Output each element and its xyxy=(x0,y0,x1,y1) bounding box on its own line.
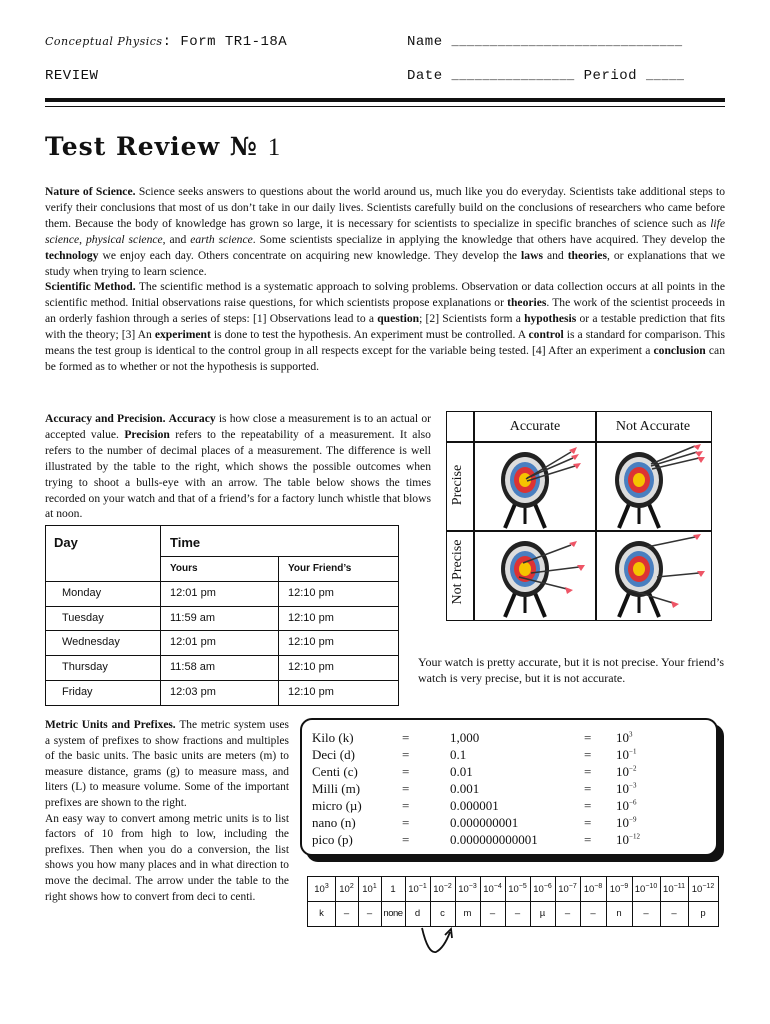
prefix-symbol-cell: p xyxy=(700,908,706,919)
yours-header: Yours xyxy=(170,563,198,574)
prefix-symbol-cell: d xyxy=(414,908,421,919)
name-label: Name xyxy=(407,34,443,50)
prefix-symbol-cell: n xyxy=(616,908,622,919)
power-cell xyxy=(381,884,405,895)
power-exponent: −1 xyxy=(418,882,427,890)
prefix-value: 0.001 xyxy=(450,781,480,796)
nature-text-4: and xyxy=(542,248,568,262)
method-text-4: or a testable prediction that fits with the theory; [3] An xyxy=(45,312,725,342)
power-base: 10 xyxy=(533,884,544,895)
prefix-symbol-cell: – xyxy=(489,908,496,919)
power-exponent: −2 xyxy=(443,882,452,890)
hypothesis-term: hypothesis xyxy=(524,312,577,326)
prefix-power xyxy=(616,729,633,746)
accuracy-precision-target-table xyxy=(446,411,712,621)
target-not-accurate-not-precise-icon xyxy=(607,533,707,619)
precision-term: Precision xyxy=(124,427,170,441)
prefix-symbol-cell: – xyxy=(671,908,677,919)
prefix-value: 0.1 xyxy=(450,747,467,762)
table-row-day: Friday xyxy=(62,686,93,698)
powers-table-divider xyxy=(308,901,718,902)
prefix-symbol-cell: none xyxy=(383,908,403,919)
power-cell xyxy=(405,884,430,895)
prefix-value: 0.000000000001 xyxy=(450,832,538,847)
time-table-divider-head xyxy=(160,556,398,557)
laws-term: laws xyxy=(521,248,543,262)
power-exponent: −11 xyxy=(673,882,685,890)
course-name: Conceptual Physics xyxy=(45,35,163,48)
prefix-name: pico (p) xyxy=(312,832,353,847)
prefix-name: nano (n) xyxy=(312,815,356,830)
table-row-friend: 12:10 pm xyxy=(288,612,334,624)
header-rule-thick xyxy=(45,98,725,102)
experiment-term: experiment xyxy=(154,328,211,342)
time-table-divider-1 xyxy=(160,526,161,705)
method-text-2: . The work of the scientist proceeds in an orderly fashion through a series of steps: [1] Observations lead to a xyxy=(45,296,725,326)
prefix-value: 1,000 xyxy=(450,730,480,745)
power-cell xyxy=(660,884,688,895)
power-base: 10 xyxy=(508,884,519,895)
intro-section xyxy=(45,184,725,375)
power-exponent: −9 xyxy=(629,815,637,824)
time-table-divider-r4 xyxy=(46,680,398,681)
form-line xyxy=(45,34,287,50)
target-table-divider-mid xyxy=(595,412,597,620)
prefix-symbol-cell: – xyxy=(590,908,596,919)
power-base: 10 xyxy=(339,884,350,895)
power-base: 10 xyxy=(616,730,629,745)
table-row-day: Tuesday xyxy=(62,612,104,624)
power-base: 10 xyxy=(616,764,629,779)
prefix-symbol-cell: – xyxy=(366,908,373,919)
nature-text-5: , or explanations that we study when trying to learn science. xyxy=(45,248,725,278)
question-term: question xyxy=(377,312,420,326)
power-cell xyxy=(430,884,455,895)
power-base: 10 xyxy=(616,815,629,830)
method-text-1: The scientific method is a systematic approach to solving problems. Observation or data collection occurs at all points in the scientific method. Initial observations raise questions, for which scientists propose explanations or xyxy=(45,280,725,310)
nature-heading: Nature of Science. xyxy=(45,185,136,198)
time-table-divider-r2 xyxy=(46,630,398,631)
prefix-name: micro (µ) xyxy=(312,798,362,813)
method-text-5: is done to test the hypothesis. An experiment must be controlled. A xyxy=(210,328,529,342)
table-row-yours: 12:03 pm xyxy=(170,686,216,698)
power-base: 10 xyxy=(663,884,674,895)
prefix-symbol-cell: – xyxy=(564,908,571,919)
power-exponent: −9 xyxy=(620,882,629,890)
power-base: 10 xyxy=(609,884,621,895)
date-line: ________________ xyxy=(451,69,575,83)
power-exponent: −7 xyxy=(568,882,577,890)
prefix-symbol-cell: k xyxy=(319,908,324,919)
method-text-6: is a standard for comparison. This means the test group is identical to the control group in all respects except for the variable being tested. [4] After an experiment a xyxy=(45,328,726,358)
power-cell xyxy=(632,884,660,895)
prefix-symbol-cell: c xyxy=(440,908,445,919)
nature-text-3: we enjoy each day. Others concentrate on acquiring new knowledge. They develop the xyxy=(98,248,522,262)
title-text: Test Review № xyxy=(45,132,258,161)
prefix-power xyxy=(616,763,636,780)
prefix-equals: = xyxy=(584,730,592,745)
power-cell xyxy=(335,884,358,895)
power-exponent: −12 xyxy=(629,832,640,841)
watch-time-table xyxy=(45,525,399,706)
prefix-power xyxy=(616,797,636,814)
prefix-equals: = xyxy=(584,815,592,830)
prefix-equals: = xyxy=(584,781,592,796)
power-base: 10 xyxy=(616,832,629,847)
prefix-value: 0.01 xyxy=(450,764,473,779)
prefix-power xyxy=(616,831,640,848)
method-heading: Scientific Method. xyxy=(45,280,136,294)
prefix-value: 0.000000001 xyxy=(450,815,519,830)
nature-comma-2: , and xyxy=(162,232,191,246)
target-accurate-precise-icon xyxy=(493,444,583,530)
prefix-power xyxy=(616,780,636,797)
prefix-name: Centi (c) xyxy=(312,764,358,779)
table-row-yours: 12:01 pm xyxy=(170,636,216,648)
power-exponent: 3 xyxy=(324,882,329,890)
prefix-symbol-cell: µ xyxy=(539,908,546,919)
power-base: 10 xyxy=(558,884,569,895)
time-table-divider-r1 xyxy=(46,606,398,607)
review-label: REVIEW xyxy=(45,68,99,84)
target-table-divider-head xyxy=(447,441,711,443)
metric-section xyxy=(45,718,289,905)
power-exponent: −5 xyxy=(518,882,527,890)
power-exponent: −1 xyxy=(629,747,637,756)
power-exponent: 2 xyxy=(349,882,354,890)
nature-of-science-paragraph xyxy=(45,184,725,279)
row-not-precise: Not Precise xyxy=(450,539,465,605)
method-theories-term: theories xyxy=(507,296,547,310)
form-id: : Form TR1-18A xyxy=(162,34,288,50)
power-cell xyxy=(606,884,632,895)
power-base: 10 xyxy=(634,884,646,895)
power-cell xyxy=(580,884,606,895)
accuracy-heading: Accuracy and Precision. xyxy=(45,412,166,425)
power-base: 10 xyxy=(433,884,444,895)
prefix-power xyxy=(616,814,636,831)
power-exponent: −12 xyxy=(702,882,715,890)
power-exponent: −6 xyxy=(543,882,552,890)
power-base: 10 xyxy=(616,798,629,813)
nature-comma-1: , xyxy=(79,232,86,246)
table-row-day: Monday xyxy=(62,587,102,599)
accuracy-paragraph xyxy=(45,411,431,522)
prefix-symbol-cell: – xyxy=(343,908,350,919)
table-row-yours: 12:01 pm xyxy=(170,587,216,599)
table-row-friend: 12:10 pm xyxy=(288,686,334,698)
table-row-yours: 11:58 am xyxy=(170,661,216,673)
time-table-divider-sub xyxy=(46,581,398,582)
prefix-symbol-cell: – xyxy=(643,908,649,919)
prefix-name: Milli (m) xyxy=(312,781,361,796)
power-cell xyxy=(555,884,580,895)
power-exponent: 3 xyxy=(629,730,633,739)
prefix-equals: = xyxy=(584,832,592,847)
prefix-equals: = xyxy=(402,747,410,762)
target-caption: Your watch is pretty accurate, but it is not precise. Your friend’s watch is very precise, but it is not accurate. xyxy=(418,655,725,685)
row-precise: Precise xyxy=(450,464,465,506)
prefix-equals: = xyxy=(402,798,410,813)
power-base: 1 xyxy=(390,884,396,895)
table-row-day: Thursday xyxy=(62,661,108,673)
technology-term: technology xyxy=(45,248,99,262)
name-line: ______________________________ xyxy=(451,35,683,49)
power-exponent: −4 xyxy=(493,882,502,890)
title-number: 1 xyxy=(267,134,282,161)
prefix-equals: = xyxy=(402,730,410,745)
power-base: 10 xyxy=(616,781,629,796)
target-table-divider-side xyxy=(473,412,475,620)
accuracy-text-1: is how close a measurement is to an actual or accepted value. xyxy=(45,412,431,441)
time-header: Time xyxy=(170,535,201,550)
metric-prefix-box xyxy=(300,718,718,856)
power-cell xyxy=(480,884,505,895)
powers-of-ten-table xyxy=(307,876,719,927)
power-base: 10 xyxy=(408,884,419,895)
time-table-divider-r3 xyxy=(46,655,398,656)
life-science: life science xyxy=(45,216,725,246)
target-table-divider-row xyxy=(447,530,711,532)
prefix-power xyxy=(616,746,636,763)
power-exponent: −6 xyxy=(629,798,637,807)
prefix-symbol-cell: m xyxy=(463,908,472,919)
prefix-symbol-cell: – xyxy=(514,908,521,919)
prefix-name: Kilo (k) xyxy=(312,730,354,745)
prefix-equals: = xyxy=(584,798,592,813)
metric-heading: Metric Units and Prefixes. xyxy=(45,719,176,731)
accuracy-term: Accuracy xyxy=(168,412,216,425)
power-exponent: −3 xyxy=(629,781,637,790)
accuracy-text-2: refers to the repeatability of a measurement. It also refers to the number of decimal places of a measurement. The difference is well illustrated by the table to the right, which shows the possible outcomes when trying to shoot a bulls-eye with an arrow. The table below shows the times recorded on your watch and that of a friend’s for a factory lunch whistle that blows at noon. xyxy=(45,427,431,521)
power-cell xyxy=(358,884,381,895)
power-base: 10 xyxy=(314,884,325,895)
prefix-equals: = xyxy=(584,747,592,762)
power-base: 10 xyxy=(583,884,595,895)
method-text-7: can be formed as to whether or not the hypothesis is supported. xyxy=(45,344,725,373)
accuracy-section xyxy=(45,411,431,522)
power-base: 10 xyxy=(616,747,629,762)
period-line: _____ xyxy=(645,69,685,83)
power-cell xyxy=(505,884,530,895)
date-label: Date xyxy=(407,68,443,84)
target-not-accurate-precise-icon xyxy=(607,444,707,530)
power-exponent: −10 xyxy=(645,882,658,890)
header-rule-thin xyxy=(45,106,725,107)
page-title xyxy=(45,132,281,162)
period-label: Period xyxy=(583,68,638,84)
table-row-yours: 11:59 am xyxy=(170,612,216,624)
power-base: 10 xyxy=(458,884,469,895)
power-base: 10 xyxy=(483,884,494,895)
method-text-3: ; [2] Scientists form a xyxy=(419,312,525,326)
prefix-equals: = xyxy=(584,764,592,779)
control-term: control xyxy=(528,328,564,342)
power-exponent: −3 xyxy=(468,882,477,890)
earth-science: earth science xyxy=(190,232,253,246)
day-header: Day xyxy=(54,535,78,550)
col-not-accurate: Not Accurate xyxy=(615,419,691,434)
prefix-equals: = xyxy=(402,815,410,830)
table-row-friend: 12:10 pm xyxy=(288,661,334,673)
metric-paragraph-2: An easy way to convert among metric units is to list factors of 10 from high to low, including the prefixes. Then when you do a conversion, the list shows you how many places and in what direction to move the decimal. The arrow under the table to the right shows how to convert from deci to centi. xyxy=(45,812,289,903)
table-row-friend: 12:10 pm xyxy=(288,587,334,599)
metric-paragraph-1 xyxy=(45,718,289,812)
nature-text-1: Science seeks answers to questions about the world around us, much like you do everyday. Scientists take additional steps to verify their conclusions that most of us don’t take in our daily lives. Scientists carefully build on the conclusions of researchers who came before them. Because the body of knowledge has grown so large, it is necessary for scientists to specialize in specific branches of science such as xyxy=(45,185,725,230)
power-exponent: −2 xyxy=(629,764,637,773)
metric-text-1: The metric system uses a system of prefixes to show fractions and multiples of the basic units. The basic units are meters (m) to measure distance, grams (g) to measure mass, and liters (L) to measure volume. Some of the important prefixes are shown to the right. xyxy=(45,719,289,809)
theories-term: theories xyxy=(567,248,607,262)
prefix-equals: = xyxy=(402,781,410,796)
power-cell xyxy=(455,884,480,895)
power-cell xyxy=(308,884,335,895)
table-row-friend: 12:10 pm xyxy=(288,636,334,648)
power-base: 10 xyxy=(691,884,703,895)
prefix-equals: = xyxy=(402,832,410,847)
power-base: 10 xyxy=(362,884,373,895)
prefix-name: Deci (d) xyxy=(312,747,355,762)
prefix-equals: = xyxy=(402,764,410,779)
nature-text-2: . Some scientists specialize in applying the knowledge that others have acquired. They develop the xyxy=(252,232,725,246)
name-field[interactable] xyxy=(407,34,683,50)
power-exponent: −8 xyxy=(594,882,603,890)
conclusion-term: conclusion xyxy=(653,344,706,358)
friends-header: Your Friend’s xyxy=(288,563,352,574)
power-cell xyxy=(530,884,555,895)
table-row-day: Wednesday xyxy=(62,636,120,648)
col-accurate: Accurate xyxy=(509,419,561,434)
date-period-field[interactable] xyxy=(407,68,684,84)
target-accurate-not-precise-icon xyxy=(493,533,593,619)
deci-to-centi-arrow-icon xyxy=(418,926,458,956)
scientific-method-paragraph xyxy=(45,279,725,374)
power-cell xyxy=(688,884,718,895)
power-exponent: 1 xyxy=(372,882,377,890)
physical-science: physical science xyxy=(85,232,163,246)
prefix-value: 0.000001 xyxy=(450,798,499,813)
